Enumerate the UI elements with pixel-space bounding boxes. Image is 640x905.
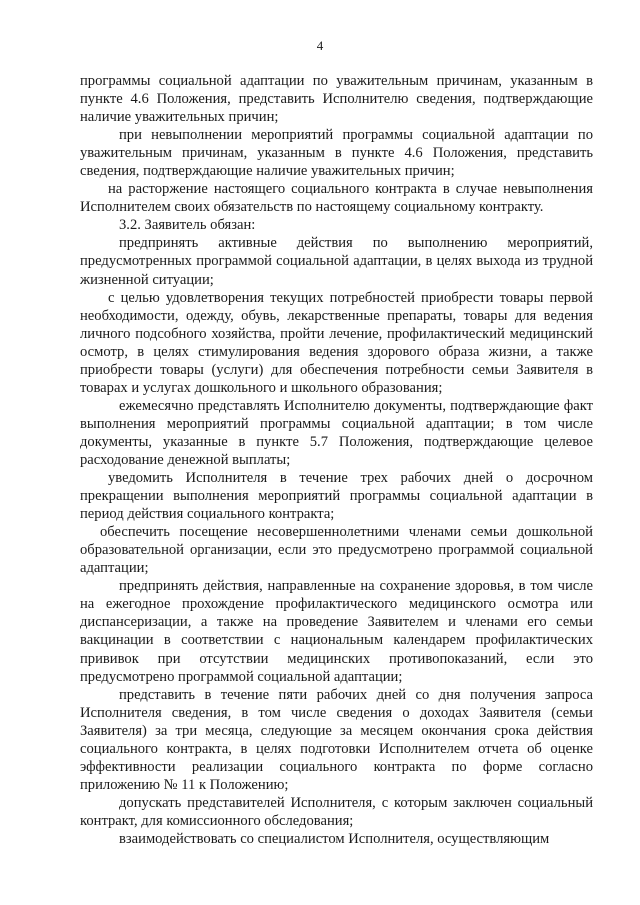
section-heading: 3.2. Заявитель обязан:: [119, 217, 256, 234]
page-number: 4: [316, 38, 324, 53]
paragraph: представить в течение пяти рабочих дней со дня получения запроса Исполнителя сведения, в том числе сведения о доходах Заявителя (семьи Заявителя) за три месяца, следующие за месяцем окончания срока действия социального контракта, в целях подготовки Исполнителем отчета об оценке эффективности реализации социального контракта по форме согласно приложению № 11 к Положению;: [80, 686, 593, 793]
paragraph: обеспечить посещение несовершеннолетними членами семьи дошкольной образовательной организации, если это предусмотрено программой социальной адаптации;: [80, 524, 593, 577]
paragraph: допускать представителей Исполнителя, с которым заключен социальный контракт, для комиссионного обследования;: [80, 794, 593, 829]
paragraph: взаимодействовать со специалистом Исполнителя, осуществляющим: [119, 830, 550, 847]
paragraph: при невыполнении мероприятий программы социальной адаптации по уважительным причинам, указанным в пункте 4.6 Положения, представить сведения, подтверждающие наличие уважительных причин;: [80, 127, 593, 180]
paragraph: программы социальной адаптации по уважительным причинам, указанным в пункте 4.6 Положения, представить Исполнителю сведения, подтверждающие наличие уважительных причин;: [80, 73, 593, 126]
paragraph: на расторжение настоящего социального контракта в случае невыполнения Исполнителем своих обязательств по настоящему социальному контракту.: [80, 181, 593, 216]
paragraph: ежемесячно представлять Исполнителю документы, подтверждающие факт выполнения мероприятий программы социальной адаптации; в том числе документы, указанные в пункте 5.7 Положения, подтверждающие целевое расходование денежной выплаты;: [80, 397, 593, 468]
paragraph: предпринять действия, направленные на сохранение здоровья, в том числе на ежегодное прохождение профилактического медицинского осмотра или диспансеризации, а также на проведение Заявителем и членами его семьи вакцинации в соответствии с национальным календарем профилактических прививок при отсутствии медицинских противопоказаний, если это предусмотрено программой социальной адаптации;: [80, 578, 593, 685]
paragraph: с целью удовлетворения текущих потребностей приобрести товары первой необходимости, одежду, обувь, лекарственные препараты, товары для ведения личного подсобного хозяйства, пройти лечение, профилактический медицинский осмотр, в целях стимулирования ведения здорового образа жизни, а также приобрести товары (услуги) для обеспечения потребности семьи Заявителя в товарах и услугах дошкольного и школьного образования;: [80, 289, 593, 396]
document-body: [80, 72, 593, 848]
paragraph: предпринять активные действия по выполнению мероприятий, предусмотренных программой социальной адаптации, в целях выхода из трудной жизненной ситуации;: [80, 235, 593, 288]
paragraph: уведомить Исполнителя в течение трех рабочих дней о досрочном прекращении выполнения мероприятий программы социальной адаптации в период действия социального контракта;: [80, 470, 593, 523]
